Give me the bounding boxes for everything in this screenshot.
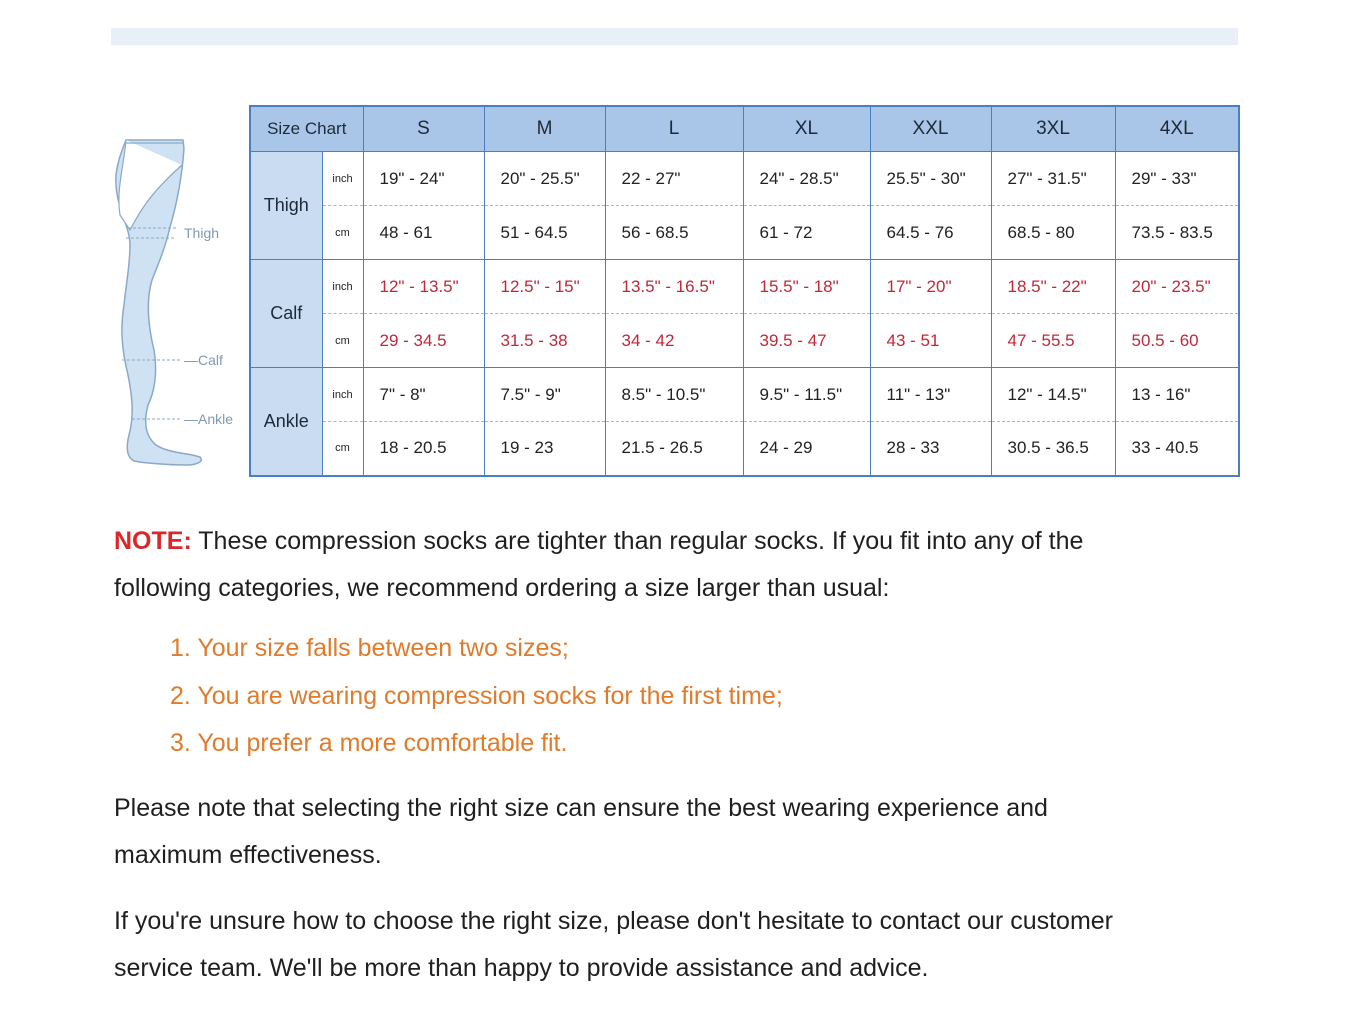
table-cell: 68.5 - 80 [991,206,1115,260]
table-cell: 19 - 23 [484,422,605,476]
table-row [250,152,1239,206]
table-cell: 18 - 20.5 [363,422,484,476]
size-header: S [363,106,484,152]
size-header: XXL [870,106,991,152]
measurement-group-label: Calf [250,260,322,368]
list-item: 1. Your size falls between two sizes; [170,634,569,662]
size-chart-table [249,105,1240,477]
table-cell: 13 - 16" [1115,368,1239,422]
measurement-group-label: Ankle [250,368,322,476]
list-item: 3. You prefer a more comfortable fit. [170,729,568,757]
table-cell: 18.5" - 22" [991,260,1115,314]
table-cell: 29" - 33" [1115,152,1239,206]
table-cell: 73.5 - 83.5 [1115,206,1239,260]
unit-label: cm [322,206,363,260]
table-cell: 31.5 - 38 [484,314,605,368]
table-cell: 24 - 29 [743,422,870,476]
table-cell: 12" - 13.5" [363,260,484,314]
table-row [250,314,1239,368]
table-cell: 47 - 55.5 [991,314,1115,368]
table-row [250,368,1239,422]
size-header: 3XL [991,106,1115,152]
note-line-2: following categories, we recommend ordering a size larger than usual: [114,574,890,602]
table-cell: 12" - 14.5" [991,368,1115,422]
size-header: M [484,106,605,152]
table-cell: 21.5 - 26.5 [605,422,743,476]
table-cell: 20" - 23.5" [1115,260,1239,314]
unit-label: inch [322,368,363,422]
table-cell: 50.5 - 60 [1115,314,1239,368]
leg-label-calf: —Calf [184,352,223,368]
size-header: 4XL [1115,106,1239,152]
table-cell: 19" - 24" [363,152,484,206]
table-cell: 7.5" - 9" [484,368,605,422]
table-cell: 20" - 25.5" [484,152,605,206]
note-label: NOTE: [114,527,192,555]
table-cell: 39.5 - 47 [743,314,870,368]
table-cell: 51 - 64.5 [484,206,605,260]
unit-label: inch [322,152,363,206]
paragraph-1-line-2: maximum effectiveness. [114,841,382,869]
table-cell: 61 - 72 [743,206,870,260]
unit-label: inch [322,260,363,314]
table-row [250,422,1239,476]
measurement-group-label: Thigh [250,152,322,260]
paragraph-2-line-1: If you're unsure how to choose the right size, please don't hesitate to contact our customer [114,907,1113,935]
table-cell: 56 - 68.5 [605,206,743,260]
table-cell: 24" - 28.5" [743,152,870,206]
table-row [250,206,1239,260]
table-cell: 7" - 8" [363,368,484,422]
table-cell: 15.5" - 18" [743,260,870,314]
table-cell: 30.5 - 36.5 [991,422,1115,476]
table-cell: 48 - 61 [363,206,484,260]
unit-label: cm [322,314,363,368]
leg-label-thigh: Thigh [184,225,220,241]
table-cell: 43 - 51 [870,314,991,368]
table-cell: 8.5" - 10.5" [605,368,743,422]
table-cell: 34 - 42 [605,314,743,368]
recommendation-list [170,625,783,768]
unit-label: cm [322,422,363,476]
leg-label-ankle: —Ankle [184,411,234,427]
table-cell: 17" - 20" [870,260,991,314]
list-item: 2. You are wearing compression socks for the first time; [170,681,783,710]
table-cell: 13.5" - 16.5" [605,260,743,314]
table-cell: 33 - 40.5 [1115,422,1239,476]
paragraph-1-line-1: Please note that selecting the right size can ensure the best wearing experience and [114,794,1048,822]
leg-measurement-figure [108,135,248,475]
table-cell: 12.5" - 15" [484,260,605,314]
table-header-row [250,106,1239,152]
table-cell: 27" - 31.5" [991,152,1115,206]
size-header: L [605,106,743,152]
table-cell: 11" - 13" [870,368,991,422]
table-corner-label: Size Chart [250,106,363,152]
top-divider-bar [111,28,1238,45]
table-cell: 28 - 33 [870,422,991,476]
note-line-1: NOTE: These compression socks are tighter than regular socks. If you fit into any of the [114,527,1084,555]
table-cell: 22 - 27" [605,152,743,206]
table-cell: 9.5" - 11.5" [743,368,870,422]
table-cell: 64.5 - 76 [870,206,991,260]
table-cell: 25.5" - 30" [870,152,991,206]
size-header: XL [743,106,870,152]
paragraph-2-line-2: service team. We'll be more than happy to provide assistance and advice. [114,954,929,982]
table-row [250,260,1239,314]
table-cell: 29 - 34.5 [363,314,484,368]
